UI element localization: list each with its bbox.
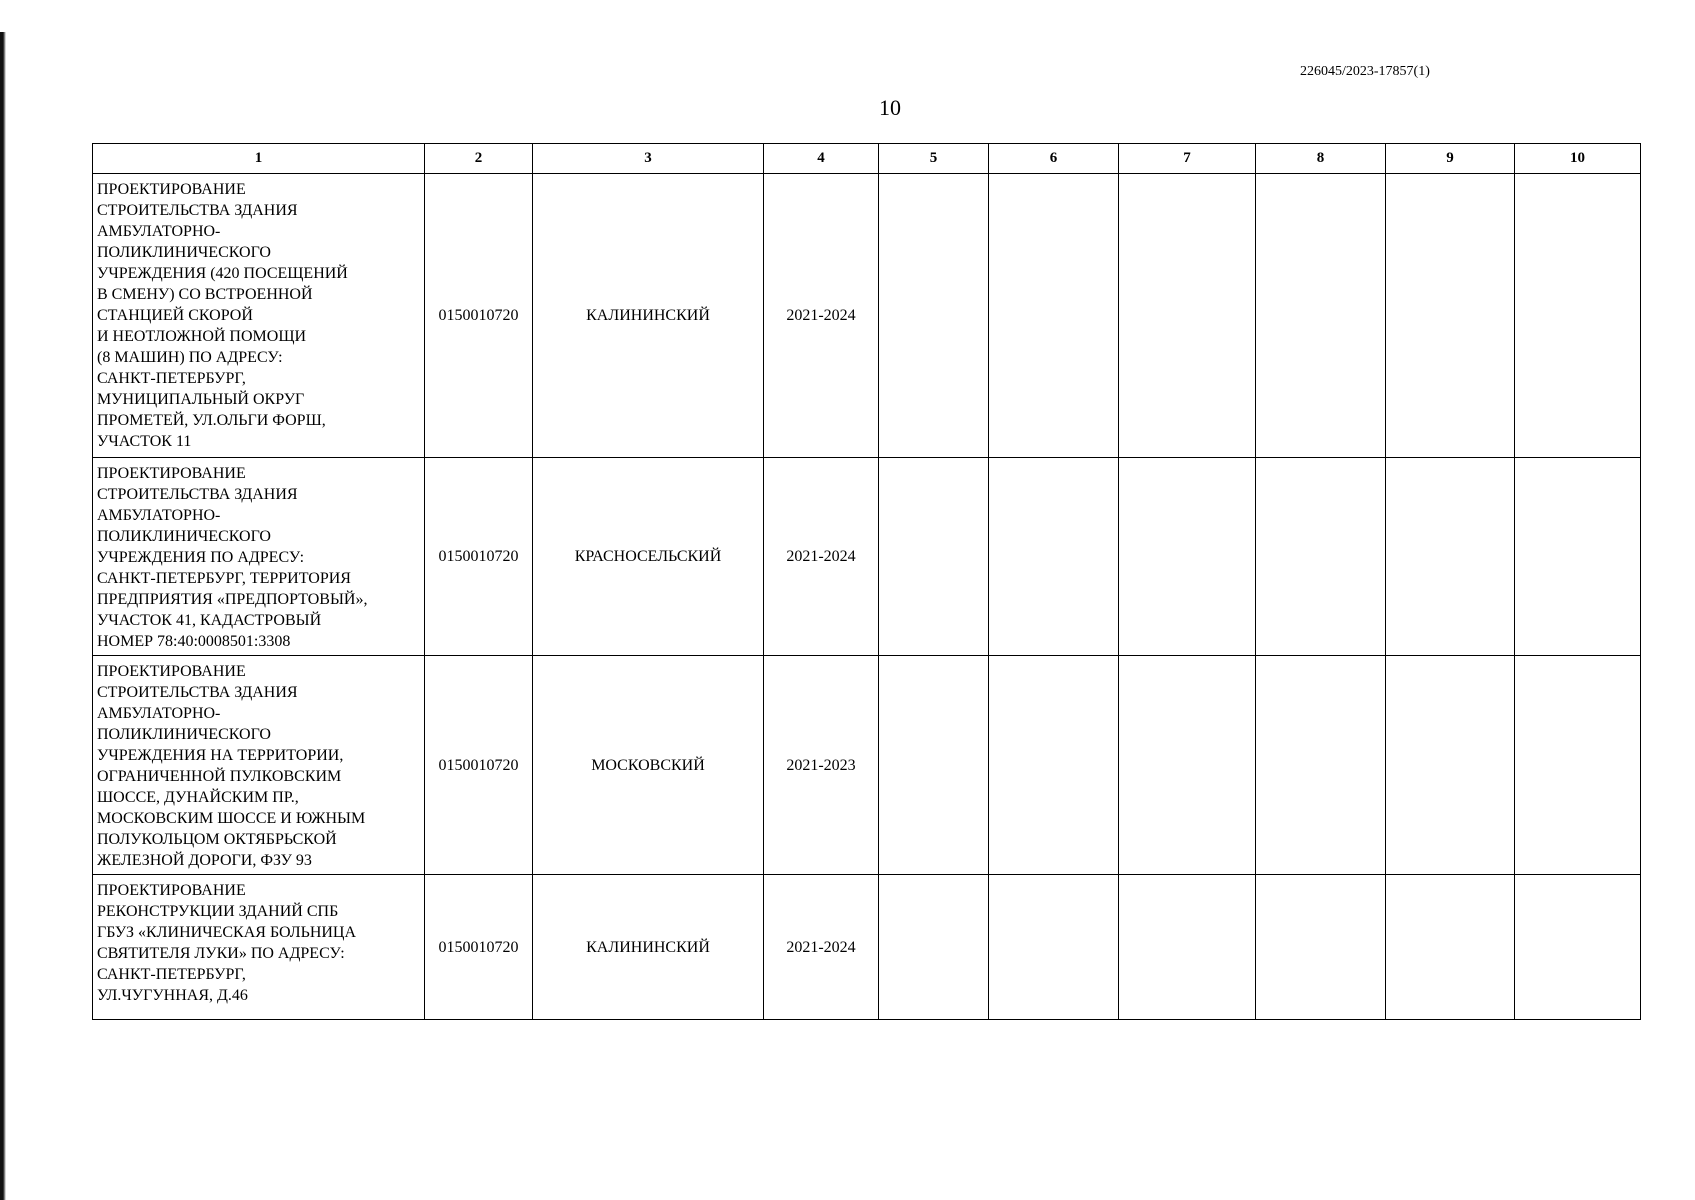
table-row bbox=[93, 656, 1641, 875]
object-name-line: ОГРАНИЧЕННОЙ ПУЛКОВСКИМ bbox=[97, 768, 342, 785]
object-name-line: ГБУЗ «КЛИНИЧЕСКАЯ БОЛЬНИЦА bbox=[97, 924, 357, 941]
scan-edge bbox=[0, 32, 6, 1200]
column-header: 10 bbox=[1515, 144, 1641, 174]
object-name-line: УЧАСТОК 41, КАДАСТРОВЫЙ bbox=[97, 612, 322, 629]
column-header: 2 bbox=[425, 144, 533, 174]
object-name-line: ПОЛИКЛИНИЧЕСКОГО bbox=[97, 244, 271, 261]
object-name-line: ПОЛИКЛИНИЧЕСКОГО bbox=[97, 528, 271, 545]
object-name-line: (8 МАШИН) ПО АДРЕСУ: bbox=[97, 349, 283, 366]
object-name-line: ПОЛИКЛИНИЧЕСКОГО bbox=[97, 726, 271, 743]
column-6-cell bbox=[989, 174, 1119, 458]
column-9-cell bbox=[1386, 656, 1515, 875]
object-name-line: ПРОЕКТИРОВАНИЕ bbox=[97, 465, 246, 482]
object-name-line: ШОССЕ, ДУНАЙСКИМ ПР., bbox=[97, 789, 299, 806]
period-cell: 2021-2023 bbox=[764, 656, 879, 875]
column-header: 6 bbox=[989, 144, 1119, 174]
object-name-line: УЧАСТОК 11 bbox=[97, 433, 192, 450]
object-name-line: АМБУЛАТОРНО- bbox=[97, 507, 221, 524]
object-name-line: САНКТ-ПЕТЕРБУРГ, ТЕРРИТОРИЯ bbox=[97, 570, 351, 587]
object-name-line: СТРОИТЕЛЬСТВА ЗДАНИЯ bbox=[97, 684, 298, 701]
period-cell: 2021-2024 bbox=[764, 174, 879, 458]
object-name-line: ПОЛУКОЛЬЦОМ ОКТЯБРЬСКОЙ bbox=[97, 831, 337, 848]
district-cell: КАЛИНИНСКИЙ bbox=[533, 875, 764, 1020]
document-registration-number: 226045/2023-17857(1) bbox=[1300, 64, 1430, 79]
object-name-line: ЖЕЛЕЗНОЙ ДОРОГИ, ФЗУ 93 bbox=[97, 852, 312, 869]
object-name-line: СВЯТИТЕЛЯ ЛУКИ» ПО АДРЕСУ: bbox=[97, 945, 345, 962]
column-header: 4 bbox=[764, 144, 879, 174]
table-row bbox=[93, 174, 1641, 458]
object-name-line: РЕКОНСТРУКЦИИ ЗДАНИЙ СПБ bbox=[97, 903, 339, 920]
column-6-cell bbox=[989, 656, 1119, 875]
column-7-cell bbox=[1119, 875, 1256, 1020]
object-name-line: АМБУЛАТОРНО- bbox=[97, 223, 221, 240]
object-name-line: В СМЕНУ) СО ВСТРОЕННОЙ bbox=[97, 286, 313, 303]
column-header: 5 bbox=[879, 144, 989, 174]
column-8-cell bbox=[1256, 656, 1386, 875]
object-name-line: НОМЕР 78:40:0008501:3308 bbox=[97, 633, 291, 650]
column-5-cell bbox=[879, 656, 989, 875]
column-8-cell bbox=[1256, 458, 1386, 656]
column-9-cell bbox=[1386, 174, 1515, 458]
object-name-line: УЛ.ЧУГУННАЯ, Д.46 bbox=[97, 987, 248, 1004]
table-row bbox=[93, 458, 1641, 656]
budget-code-cell: 0150010720 bbox=[425, 656, 533, 875]
object-name-line: УЧРЕЖДЕНИЯ НА ТЕРРИТОРИИ, bbox=[97, 747, 344, 764]
column-6-cell bbox=[989, 875, 1119, 1020]
object-name-line: СТРОИТЕЛЬСТВА ЗДАНИЯ bbox=[97, 486, 298, 503]
district-cell: КАЛИНИНСКИЙ bbox=[533, 174, 764, 458]
object-name-cell bbox=[93, 458, 425, 656]
column-5-cell bbox=[879, 458, 989, 656]
column-header: 7 bbox=[1119, 144, 1256, 174]
object-name-line: ПРЕДПРИЯТИЯ «ПРЕДПОРТОВЫЙ», bbox=[97, 591, 368, 608]
column-5-cell bbox=[879, 875, 989, 1020]
column-10-cell bbox=[1515, 174, 1641, 458]
object-name-line: ПРОМЕТЕЙ, УЛ.ОЛЬГИ ФОРШ, bbox=[97, 412, 326, 429]
column-9-cell bbox=[1386, 875, 1515, 1020]
column-10-cell bbox=[1515, 656, 1641, 875]
object-name-line: УЧРЕЖДЕНИЯ (420 ПОСЕЩЕНИЙ bbox=[97, 265, 348, 282]
column-9-cell bbox=[1386, 458, 1515, 656]
budget-code-cell: 0150010720 bbox=[425, 458, 533, 656]
district-cell: МОСКОВСКИЙ bbox=[533, 656, 764, 875]
column-5-cell bbox=[879, 174, 989, 458]
object-name-line: СТРОИТЕЛЬСТВА ЗДАНИЯ bbox=[97, 202, 298, 219]
budget-code-cell: 0150010720 bbox=[425, 875, 533, 1020]
table-header-row bbox=[93, 144, 1641, 174]
object-name-cell bbox=[93, 875, 425, 1020]
object-name-line: САНКТ-ПЕТЕРБУРГ, bbox=[97, 966, 246, 983]
table-row bbox=[93, 875, 1641, 1020]
column-header: 9 bbox=[1386, 144, 1515, 174]
object-name-cell bbox=[93, 174, 425, 458]
column-header: 1 bbox=[93, 144, 425, 174]
column-10-cell bbox=[1515, 458, 1641, 656]
period-cell: 2021-2024 bbox=[764, 875, 879, 1020]
column-7-cell bbox=[1119, 174, 1256, 458]
column-6-cell bbox=[989, 458, 1119, 656]
object-name-line: И НЕОТЛОЖНОЙ ПОМОЩИ bbox=[97, 328, 307, 345]
object-name-line: ПРОЕКТИРОВАНИЕ bbox=[97, 181, 246, 198]
object-name-line: УЧРЕЖДЕНИЯ ПО АДРЕСУ: bbox=[97, 549, 305, 566]
object-name-line: ПРОЕКТИРОВАНИЕ bbox=[97, 663, 246, 680]
object-name-line: МОСКОВСКИМ ШОССЕ И ЮЖНЫМ bbox=[97, 810, 366, 827]
column-7-cell bbox=[1119, 656, 1256, 875]
column-8-cell bbox=[1256, 875, 1386, 1020]
object-name-line: ПРОЕКТИРОВАНИЕ bbox=[97, 882, 246, 899]
registry-table bbox=[92, 143, 1641, 1020]
column-7-cell bbox=[1119, 458, 1256, 656]
district-cell: КРАСНОСЕЛЬСКИЙ bbox=[533, 458, 764, 656]
period-cell: 2021-2024 bbox=[764, 458, 879, 656]
object-name-line: АМБУЛАТОРНО- bbox=[97, 705, 221, 722]
column-10-cell bbox=[1515, 875, 1641, 1020]
object-name-cell bbox=[93, 656, 425, 875]
page-number: 10 bbox=[879, 95, 901, 120]
object-name-line: МУНИЦИПАЛЬНЫЙ ОКРУГ bbox=[97, 391, 305, 408]
column-header: 3 bbox=[533, 144, 764, 174]
budget-code-cell: 0150010720 bbox=[425, 174, 533, 458]
object-name-line: САНКТ-ПЕТЕРБУРГ, bbox=[97, 370, 246, 387]
object-name-line: СТАНЦИЕЙ СКОРОЙ bbox=[97, 307, 253, 324]
column-header: 8 bbox=[1256, 144, 1386, 174]
column-8-cell bbox=[1256, 174, 1386, 458]
